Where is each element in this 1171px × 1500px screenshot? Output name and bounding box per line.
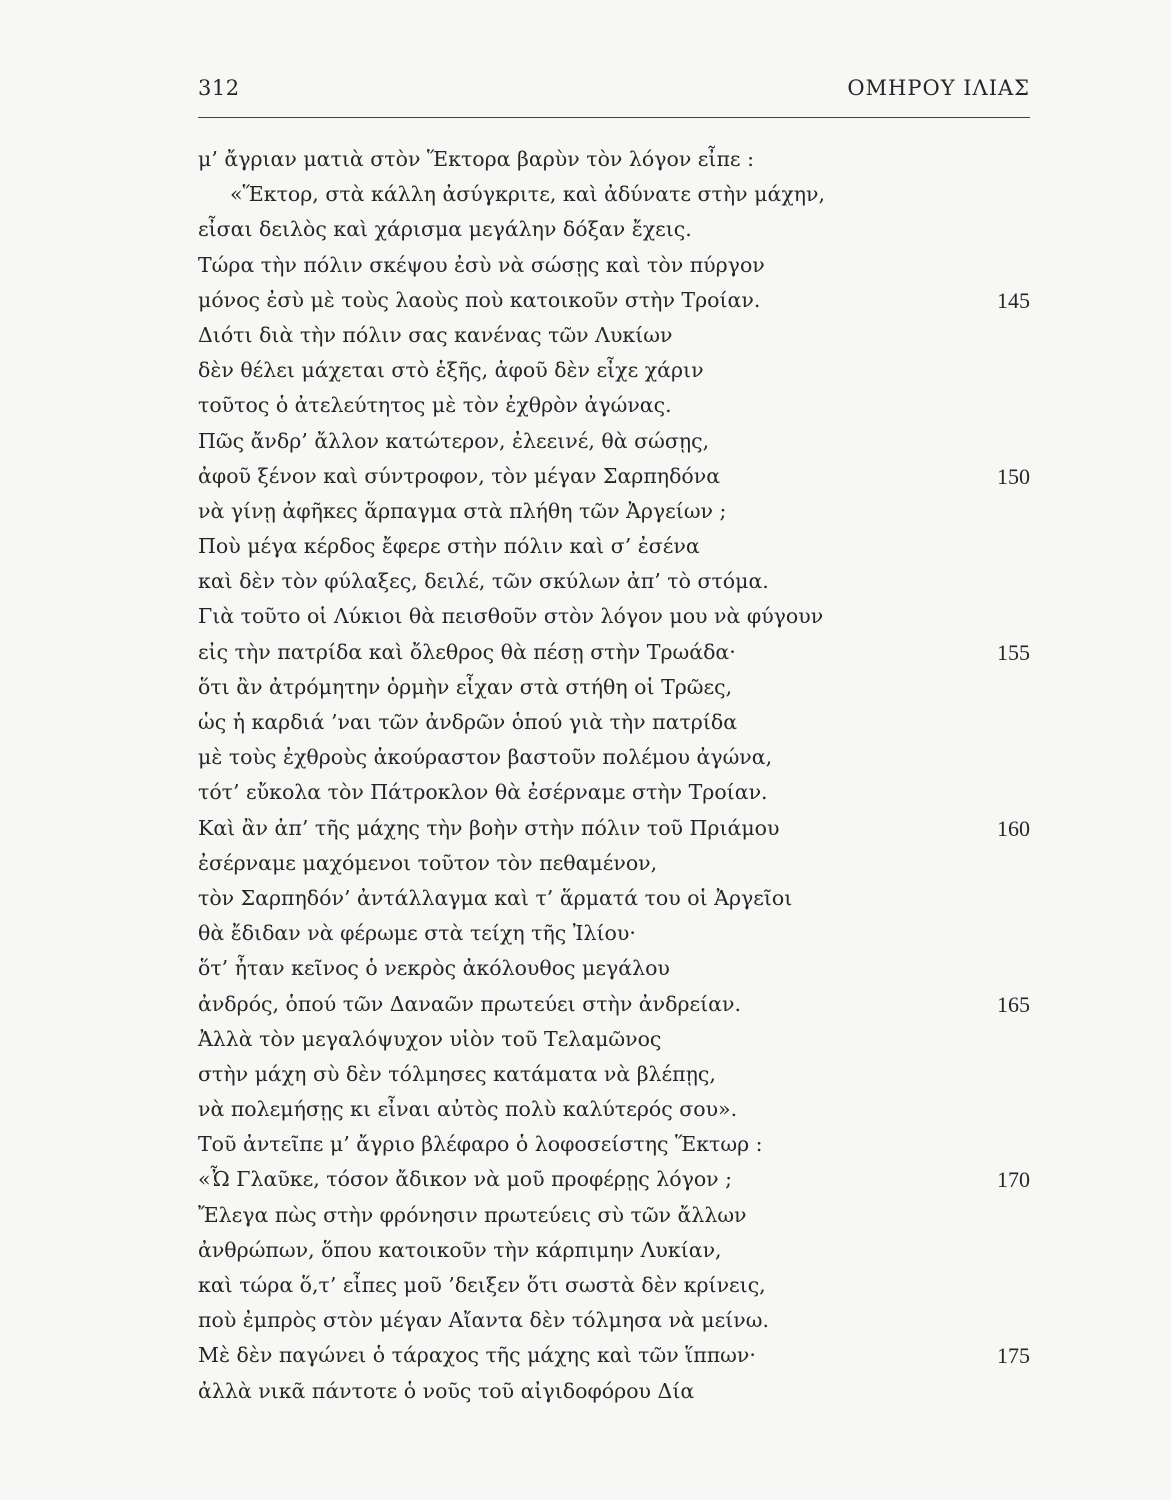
verse-line — [198, 424, 1030, 459]
verse-line — [198, 1198, 1030, 1233]
verse-number: 150 — [997, 463, 1030, 489]
verse-line — [198, 1233, 1030, 1268]
verse-number: 145 — [997, 287, 1030, 313]
verse-text: ὡς ἡ καρδιά ’ναι τῶν ἀνδρῶν ὁπού γιὰ τὴν πατρίδα — [198, 710, 738, 734]
page-number: 312 — [198, 76, 240, 100]
verse-line — [198, 1092, 1030, 1127]
header-rule — [198, 117, 1030, 118]
verse-text: Γιὰ τοῦτο οἱ Λύκιοι θὰ πεισθοῦν στὸν λόγον μου νὰ φύγουν — [198, 604, 824, 629]
verse-line — [198, 881, 1030, 916]
verse-text: ὅτ’ ἦταν κεῖνος ὁ νεκρὸς ἀκόλουθος μεγάλου — [198, 956, 670, 981]
verse-text: τότ’ εὔκολα τὸν Πάτροκλον θὰ ἐσέρναμε στὴν Τροίαν. — [198, 780, 768, 805]
verse-line — [198, 740, 1030, 775]
verse-text: καὶ δὲν τὸν φύλαξες, δειλέ, τῶν σκύλων ἀπ’ τὸ στόμα. — [198, 569, 769, 594]
verse-line — [198, 846, 1030, 881]
verse-line — [198, 1338, 1030, 1373]
verse-text: τὸν Σαρπηδόν’ ἀντάλλαγμα καὶ τ’ ἅρματά του οἱ Ἀργεῖοι — [198, 885, 793, 910]
verse-text: Ποὺ μέγα κέρδος ἔφερε στὴν πόλιν καὶ σ’ ἐσένα — [198, 534, 700, 559]
verse-line — [198, 599, 1030, 634]
verse-line — [198, 248, 1030, 283]
verse-line — [198, 494, 1030, 529]
verse-line — [198, 142, 1030, 177]
verse-text: ποὺ ἐμπρὸς στὸν μέγαν Αἴαντα δὲν τόλμησα νὰ μείνω. — [198, 1308, 769, 1333]
verse-text: Ἀλλὰ τὸν μεγαλόψυχον υἱὸν τοῦ Τελαμῶνος — [198, 1026, 662, 1051]
verse-line — [198, 1057, 1030, 1092]
verse-text: «Ἕκτορ, στὰ κάλλη ἀσύγκριτε, καὶ ἀδύνατε στὴν μάχην, — [230, 182, 826, 207]
verse-text: μ’ ἄγριαν ματιὰ στὸν Ἕκτορα βαρὺν τὸν λόγον εἶπε : — [198, 147, 754, 171]
verse-text: Καὶ ἂν ἀπ’ τῆς μάχης τὴν βοὴν στὴν πόλιν τοῦ Πριάμου — [198, 815, 780, 840]
verse-text: δὲν θέλει μάχεται στὸ ἑξῆς, ἀφοῦ δὲν εἶχε χάριν — [198, 358, 704, 383]
verse-line — [198, 1268, 1030, 1303]
verse-line — [198, 705, 1030, 740]
verse-number: 160 — [997, 815, 1030, 841]
verse-line — [198, 670, 1030, 705]
verse-line — [198, 529, 1030, 564]
verse-line — [198, 388, 1030, 423]
verse-line — [198, 1374, 1030, 1409]
verse-line — [198, 916, 1030, 951]
verse-line — [198, 1303, 1030, 1338]
verse-text: μόνος ἐσὺ μὲ τοὺς λαοὺς ποὺ κατοικοῦν στὴν Τροίαν. — [198, 287, 761, 312]
verse-line — [198, 1162, 1030, 1197]
verse-line — [198, 775, 1030, 810]
verse-line — [198, 564, 1030, 599]
running-head — [198, 76, 1030, 110]
verse-text: ἀνθρώπων, ὅπου κατοικοῦν τὴν κάρπιμην Λυκίαν, — [198, 1237, 722, 1262]
verse-text: «Ὦ Γλαῦκε, τόσον ἄδικον νὰ μοῦ προφέρῃς λόγον ; — [198, 1167, 733, 1192]
verse-line — [198, 212, 1030, 247]
verse-text: καὶ τώρα ὅ,τ’ εἶπες μοῦ ’δειξεν ὅτι σωστὰ δὲν κρίνεις, — [198, 1273, 766, 1297]
verse-line — [198, 951, 1030, 986]
verse-text: νὰ γίνῃ ἀφῆκες ἅρπαγμα στὰ πλήθη τῶν Ἀργείων ; — [198, 498, 727, 523]
verse-line — [198, 318, 1030, 353]
verse-text: τοῦτος ὁ ἀτελεύτητος μὲ τὸν ἐχθρὸν ἀγώνας. — [198, 393, 672, 418]
book-title: ΟΜΗΡΟΥ ΙΛΙΑΣ — [847, 76, 1030, 100]
verse-number: 165 — [997, 991, 1030, 1017]
verse-text: Ἔλεγα πὼς στὴν φρόνησιν πρωτεύεις σὺ τῶν ἄλλων — [198, 1202, 747, 1227]
verse-text: μὲ τοὺς ἐχθροὺς ἀκούραστον βαστοῦν πολέμου ἀγώνα, — [198, 745, 773, 770]
verse-line — [198, 353, 1030, 388]
verse-number: 170 — [997, 1167, 1030, 1193]
verse-text: Τώρα τὴν πόλιν σκέψου ἐσὺ νὰ σώσῃς καὶ τὸν πύργον — [198, 252, 765, 277]
verse-text: ἀνδρός, ὁπού τῶν Δαναῶν πρωτεύει στὴν ἀνδρείαν. — [198, 991, 741, 1016]
verse-text: θὰ ἔδιδαν νὰ φέρωμε στὰ τείχη τῆς Ἰλίου· — [198, 921, 636, 946]
verse-text: ἐσέρναμε μαχόμενοι τοῦτον τὸν πεθαμένον, — [198, 850, 658, 875]
verse-line — [198, 987, 1030, 1022]
verse-text: στὴν μάχη σὺ δὲν τόλμησες κατάματα νὰ βλέπῃς, — [198, 1061, 716, 1086]
verse-text: Πῶς ἄνδρ’ ἄλλον κατώτερον, ἐλεεινέ, θὰ σώσῃς, — [198, 428, 710, 453]
verse-line — [198, 177, 1030, 212]
verse-line — [198, 1127, 1030, 1162]
verse-line — [198, 283, 1030, 318]
verse-block — [198, 142, 1030, 1409]
verse-line — [198, 635, 1030, 670]
verse-text: ὅτι ἂν ἀτρόμητην ὁρμὴν εἶχαν στὰ στήθη οἱ Τρῶες, — [198, 674, 733, 699]
verse-line — [198, 811, 1030, 846]
verse-line — [198, 1022, 1030, 1057]
verse-text: νὰ πολεμήσῃς κι εἶναι αὐτὸς πολὺ καλύτερός σου». — [198, 1097, 738, 1122]
verse-text: Τοῦ ἀντεῖπε μ’ ἄγριο βλέφαρο ὁ λοφοσείστης Ἕκτωρ : — [198, 1132, 763, 1157]
verse-number: 155 — [997, 639, 1030, 665]
verse-number: 175 — [997, 1343, 1030, 1369]
verse-text: Διότι διὰ τὴν πόλιν σας κανένας τῶν Λυκίων — [198, 322, 673, 347]
verse-text: εἰς τὴν πατρίδα καὶ ὄλεθρος θὰ πέσῃ στὴν Τρωάδα· — [198, 639, 736, 664]
verse-text: ἀφοῦ ξένον καὶ σύντροφον, τὸν μέγαν Σαρπηδόνα — [198, 463, 721, 488]
verse-line — [198, 459, 1030, 494]
verse-text: εἶσαι δειλὸς καὶ χάρισμα μεγάλην δόξαν ἔχεις. — [198, 217, 692, 242]
verse-text: ἀλλὰ νικᾶ πάντοτε ὁ νοῦς τοῦ αἰγιδοφόρου Δία — [198, 1378, 695, 1403]
verse-text: Μὲ δὲν παγώνει ὁ τάραχος τῆς μάχης καὶ τῶν ἵππων· — [198, 1343, 756, 1368]
